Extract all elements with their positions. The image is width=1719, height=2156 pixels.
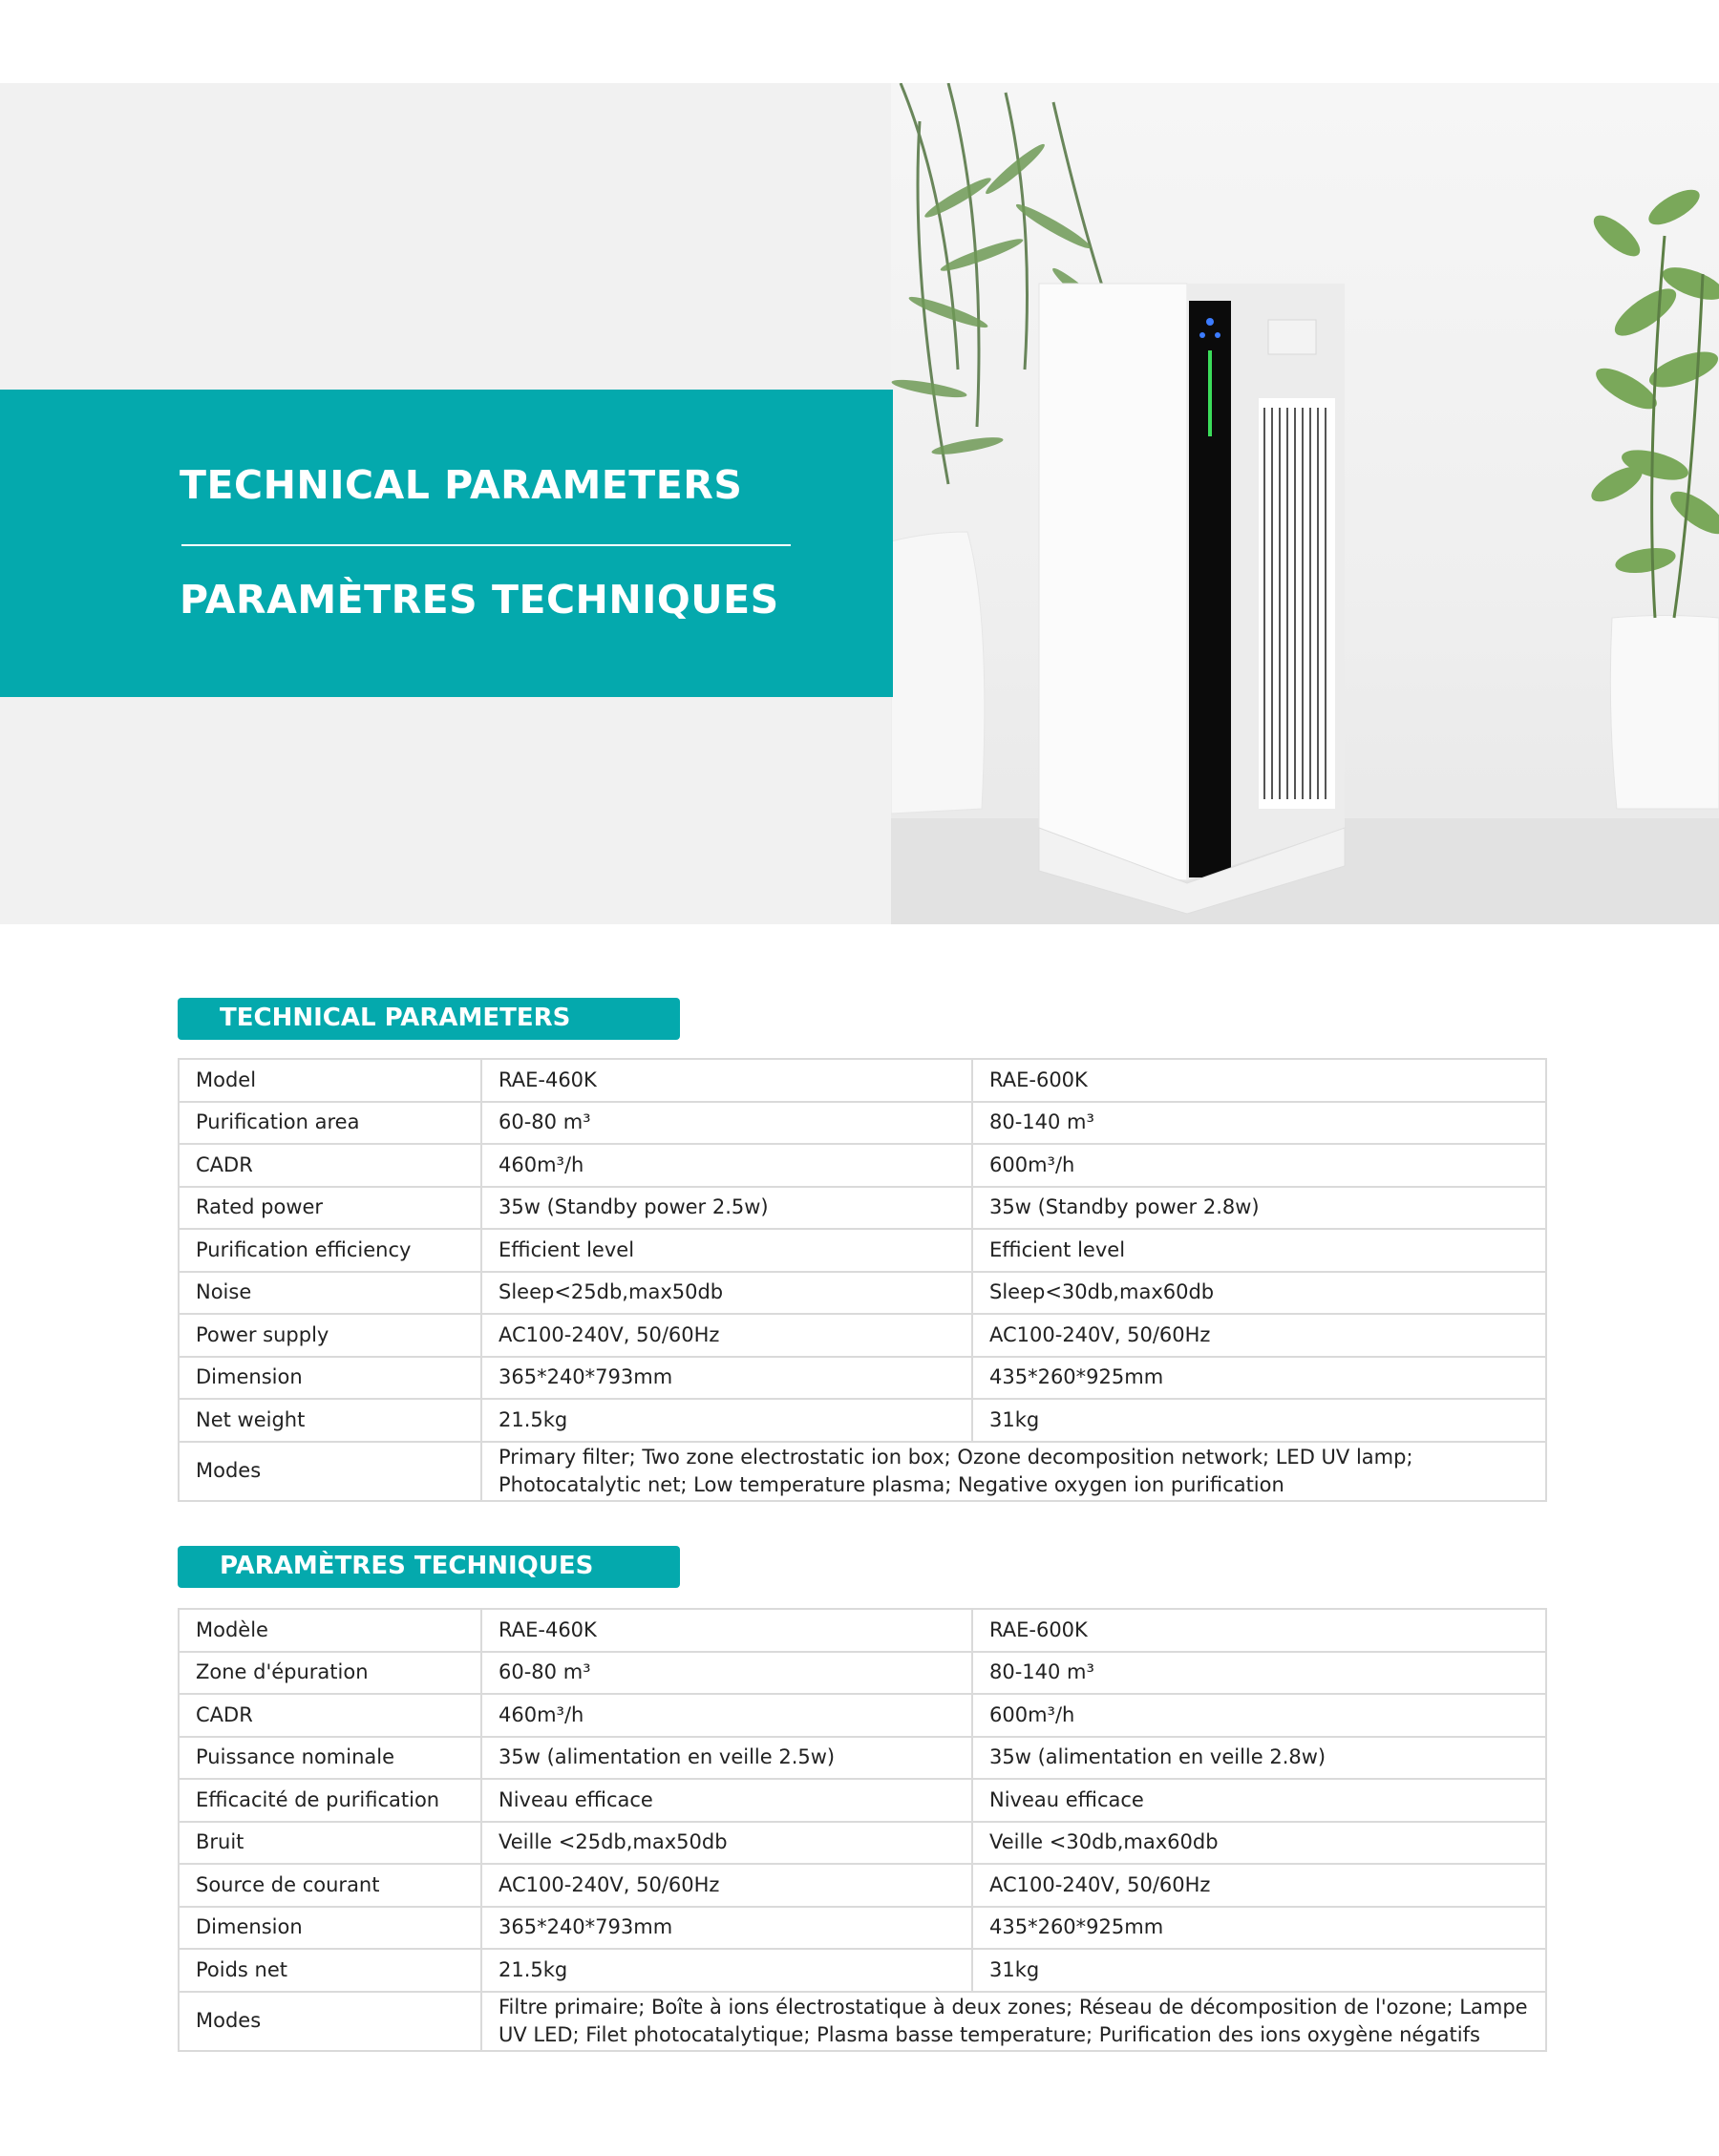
cell-rae-600k: 31kg — [972, 1949, 1546, 1992]
cell-rae-600k: Sleep<30db,max60db — [972, 1272, 1546, 1315]
table-row — [179, 1144, 1546, 1187]
cell-rae-460k: 365*240*793mm — [481, 1907, 972, 1950]
section-heading-text: TECHNICAL PARAMETERS — [220, 1004, 571, 1032]
modes-value: Filtre primaire; Boîte à ions électrostatique à deux zones; Réseau de décomposition de l'ozone; Lampe UV LED; Filet photocatalytique; Plasma basse temperature; Purification des ions oxygène négatifs — [481, 1992, 1546, 2051]
cell-rae-600k: 31kg — [972, 1399, 1546, 1442]
section-heading-text: PARAMÈTRES TECHNIQUES — [220, 1552, 594, 1580]
air-purifier-illustration — [891, 83, 1719, 924]
table-row-modes — [179, 1992, 1546, 2051]
cell-rae-600k: AC100-240V, 50/60Hz — [972, 1864, 1546, 1907]
table-row — [179, 1102, 1546, 1145]
spec-table-fr — [178, 1608, 1547, 2052]
cell-rae-460k: Efficient level — [481, 1229, 972, 1272]
row-label: Modes — [179, 1442, 481, 1501]
table-row — [179, 1737, 1546, 1780]
table-row — [179, 1949, 1546, 1992]
cell-rae-600k: 80-140 m³ — [972, 1652, 1546, 1695]
table-row — [179, 1694, 1546, 1737]
hero-section — [0, 83, 1719, 924]
row-label: Noise — [179, 1272, 481, 1315]
table-row — [179, 1187, 1546, 1230]
banner-title-en: TECHNICAL PARAMETERS — [180, 462, 743, 508]
table-row-modes — [179, 1442, 1546, 1501]
cell-rae-600k: Niveau efficace — [972, 1779, 1546, 1822]
table-row — [179, 1399, 1546, 1442]
table-row — [179, 1652, 1546, 1695]
row-label: Puissance nominale — [179, 1737, 481, 1780]
cell-rae-460k: 21.5kg — [481, 1949, 972, 1992]
cell-rae-600k: Veille <30db,max60db — [972, 1822, 1546, 1865]
cell-rae-460k: 35w (alimentation en veille 2.5w) — [481, 1737, 972, 1780]
cell-rae-600k: AC100-240V, 50/60Hz — [972, 1314, 1546, 1357]
title-banner — [0, 390, 893, 697]
cell-rae-460k: AC100-240V, 50/60Hz — [481, 1864, 972, 1907]
modes-value: Primary filter; Two zone electrostatic ion box; Ozone decomposition network; LED UV lamp; Photocatalytic net; Low temperature plasma; Negative oxygen ion purification — [481, 1442, 1546, 1501]
section-heading-fr — [178, 1546, 680, 1588]
cell-rae-600k: 600m³/h — [972, 1694, 1546, 1737]
row-label: Source de courant — [179, 1864, 481, 1907]
cell-rae-460k: RAE-460K — [481, 1059, 972, 1102]
product-photo — [891, 83, 1719, 924]
cell-rae-600k: Efficient level — [972, 1229, 1546, 1272]
table-row — [179, 1907, 1546, 1950]
row-label: Poids net — [179, 1949, 481, 1992]
cell-rae-600k: RAE-600K — [972, 1059, 1546, 1102]
cell-rae-460k: 460m³/h — [481, 1144, 972, 1187]
cell-rae-460k: Sleep<25db,max50db — [481, 1272, 972, 1315]
row-label: Rated power — [179, 1187, 481, 1230]
row-label: Power supply — [179, 1314, 481, 1357]
table-row — [179, 1609, 1546, 1652]
cell-rae-460k: 35w (Standby power 2.5w) — [481, 1187, 972, 1230]
cell-rae-600k: 80-140 m³ — [972, 1102, 1546, 1145]
row-label: Bruit — [179, 1822, 481, 1865]
spec-table-en — [178, 1058, 1547, 1502]
cell-rae-600k: 435*260*925mm — [972, 1357, 1546, 1400]
cell-rae-460k: 60-80 m³ — [481, 1652, 972, 1695]
cell-rae-460k: RAE-460K — [481, 1609, 972, 1652]
cell-rae-600k: 35w (Standby power 2.8w) — [972, 1187, 1546, 1230]
row-label: Purification area — [179, 1102, 481, 1145]
banner-divider — [181, 544, 791, 546]
row-label: Modes — [179, 1992, 481, 2051]
row-label: Modèle — [179, 1609, 481, 1652]
cell-rae-460k: 21.5kg — [481, 1399, 972, 1442]
cell-rae-460k: Niveau efficace — [481, 1779, 972, 1822]
banner-title-fr: PARAMÈTRES TECHNIQUES — [180, 577, 779, 623]
row-label: CADR — [179, 1694, 481, 1737]
row-label: CADR — [179, 1144, 481, 1187]
row-label: Model — [179, 1059, 481, 1102]
cell-rae-460k: 460m³/h — [481, 1694, 972, 1737]
cell-rae-600k: 35w (alimentation en veille 2.8w) — [972, 1737, 1546, 1780]
row-label: Net weight — [179, 1399, 481, 1442]
cell-rae-600k: 600m³/h — [972, 1144, 1546, 1187]
section-heading-en — [178, 998, 680, 1040]
row-label: Purification efficiency — [179, 1229, 481, 1272]
cell-rae-460k: 365*240*793mm — [481, 1357, 972, 1400]
cell-rae-600k: 435*260*925mm — [972, 1907, 1546, 1950]
row-label: Zone d'épuration — [179, 1652, 481, 1695]
row-label: Dimension — [179, 1357, 481, 1400]
table-row — [179, 1314, 1546, 1357]
table-row — [179, 1357, 1546, 1400]
cell-rae-460k: AC100-240V, 50/60Hz — [481, 1314, 972, 1357]
table-row — [179, 1229, 1546, 1272]
row-label: Dimension — [179, 1907, 481, 1950]
row-label: Efficacité de purification — [179, 1779, 481, 1822]
cell-rae-460k: Veille <25db,max50db — [481, 1822, 972, 1865]
table-row — [179, 1059, 1546, 1102]
cell-rae-460k: 60-80 m³ — [481, 1102, 972, 1145]
cell-rae-600k: RAE-600K — [972, 1609, 1546, 1652]
table-row — [179, 1779, 1546, 1822]
table-row — [179, 1822, 1546, 1865]
table-row — [179, 1864, 1546, 1907]
table-row — [179, 1272, 1546, 1315]
